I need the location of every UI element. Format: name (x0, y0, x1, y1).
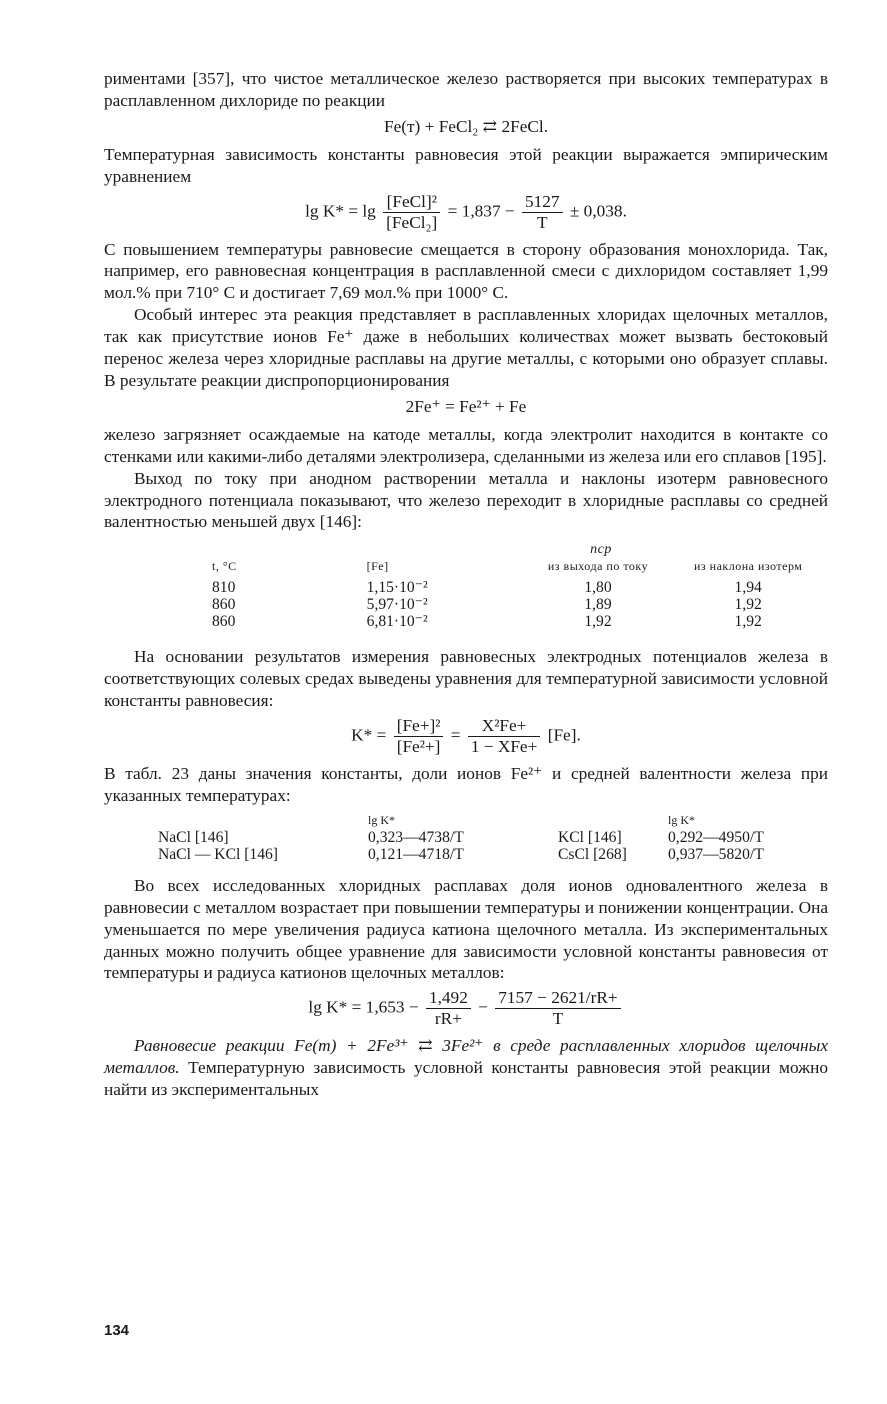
table-row (158, 829, 818, 846)
equation-4-fraction-2 (468, 716, 541, 757)
paragraph-10-italic: Равновесие реакции Fe(т) + 2Fe³⁺ ⇄ 3Fe²⁺ в среде расплавленных хлоридов щелочных металлов. (104, 1036, 828, 1078)
table-row (158, 846, 818, 863)
valence-table-header-isotherm: из наклона изотерм (693, 559, 803, 574)
valence-table-header-current: из выхода по току (547, 559, 649, 574)
table-cell: 0,937—5820/T (668, 845, 764, 863)
valence-table-header-t: t, °C (212, 559, 237, 574)
paragraph-3: С повышением температуры равновесие смещается в сторону образования монохлорида. Так, например, его равновесная концентрация в расплавленной смеси с дихлоридом составляет 1,99 мол.% при 710° С и достигает 7,69 мол.% при 1000° С. (104, 239, 828, 303)
paragraph-1: риментами [357], что чистое металлическое железо растворяется при высоких температурах в расплавленном дихлориде по реакции (104, 69, 828, 110)
table-cell: 1,89 (584, 596, 612, 614)
table-cell: 1,80 (584, 579, 612, 597)
table-cell: 5,97·10⁻² (366, 596, 428, 614)
page-body (104, 68, 828, 1101)
equation-4-denominator-2: 1 − XFe+ (470, 737, 538, 757)
valence-table (174, 543, 828, 630)
equation-4-left: K* = (351, 725, 387, 745)
paragraph-6: Выход по току при анодном растворении металла и наклоны изотерм равновесного электродного потенциала показывают, что железо переходит в хлоридные расплавы со средней валентностью меньшей двух [146]: (104, 468, 828, 532)
equation-5-left: lg K* = 1,653 − (308, 997, 419, 1017)
table-cell: 0,323—4738/T (368, 828, 464, 846)
table-cell: 810 (212, 579, 236, 597)
lgk-table-header-d: lg K* (668, 812, 695, 827)
equation-2-right: ± 0,038. (569, 201, 627, 220)
equation-2-fraction-1 (383, 192, 440, 233)
table-cell: NaCl — KCl [146] (158, 845, 278, 863)
equation-5-fraction-1 (426, 988, 471, 1029)
table-cell: CsCl [268] (558, 845, 627, 863)
equation-5-denominator-2: T (552, 1009, 564, 1029)
paragraph-4: Особый интерес эта реакция представляет в расплавленных хлоридах щелочных металлов, так как присутствие ионов Fe⁺ даже в небольших количествах может вызвать бестоковый перенос железа через хлоридные расплавы на другие металлы, с которыми оно образует сплавы. В результате реакции диспропорционирования (104, 305, 828, 390)
equation-2 (104, 192, 828, 233)
table-cell: 1,92 (734, 596, 762, 614)
lgk-table-header-a (158, 813, 338, 829)
valence-table-header-fe: [Fe] (366, 559, 389, 574)
equation-5 (104, 988, 828, 1029)
lgk-table-header-b: lg K* (368, 812, 395, 827)
table-cell: 1,15·10⁻² (366, 579, 428, 597)
equation-5-fraction-2 (495, 988, 620, 1029)
table-cell: 6,81·10⁻² (366, 613, 428, 631)
table-cell: 1,92 (734, 613, 762, 631)
table-cell: KCl [146] (558, 828, 622, 846)
table-row (174, 596, 828, 613)
equation-4-equals: = (450, 725, 461, 745)
equation-2-middle: = 1,837 − (447, 201, 515, 220)
equation-5-numerator-1: 1,492 (426, 988, 471, 1009)
table-row (174, 579, 828, 596)
table-cell: 1,92 (584, 613, 612, 631)
lgk-table (158, 813, 818, 863)
equation-5-denominator-1: rR+ (434, 1009, 462, 1029)
equation-5-numerator-2: 7157 − 2621/rR+ (495, 988, 620, 1009)
table-cell: 1,94 (734, 579, 762, 597)
equation-4-numerator-1: [Fe+]² (394, 716, 444, 737)
equation-1: Fe(т) + FeCl₂ ⇄ 2FeCl. (383, 116, 549, 136)
table-cell: 860 (212, 596, 236, 614)
paragraph-8: В табл. 23 даны значения константы, доли ионов Fe²⁺ и средней валентности железа при указанных температурах: (104, 764, 828, 805)
equation-2-denominator-2: T (536, 212, 548, 232)
table-row (174, 613, 828, 630)
paragraph-5: железо загрязняет осаждаемые на катоде металлы, когда электролит находится в контакте со стенками или какими-либо деталями электролизера, сделанными из железа или его сплавов [195]. (104, 424, 828, 466)
table-cell: NaCl [146] (158, 828, 229, 846)
paragraph-10 (104, 1035, 828, 1101)
paragraph-9: Во всех исследованных хлоридных расплавах доля ионов одновалентного железа в равновесии с металлом возрастает при повышении температуры и понижении концентрации. Она уменьшается по мере увеличения радиуса катиона щелочного металла. Из экспериментальных данных можно получить общее уравнение для зависимости условной константы равновесия от температуры и радиуса катионов щелочных металлов: (104, 875, 828, 983)
paragraph-2: Температурная зависимость константы равновесия этой реакции выражается эмпирическим уравнением (104, 144, 828, 186)
equation-4 (104, 716, 828, 757)
equation-4-right: [Fe]. (547, 725, 581, 745)
paragraph-10-text: Температурную зависимость условной константы равновесия этой реакции можно найти из экспериментальных (104, 1058, 828, 1100)
equation-4-fraction-1 (394, 716, 444, 757)
lgk-table-header-c (558, 813, 668, 829)
equation-2-fraction-2 (522, 192, 563, 233)
equation-5-minus: − (478, 997, 488, 1017)
equation-3: 2Fe⁺ = Fe²⁺ + Fe (405, 396, 527, 416)
table-cell: 860 (212, 613, 236, 631)
equation-2-numerator-1: [FeCl]² (383, 192, 440, 213)
table-cell: 0,121—4718/T (368, 845, 464, 863)
equation-2-denominator-1: [FeCl₂] (386, 212, 438, 232)
table-cell: 0,292—4950/T (668, 828, 764, 846)
valence-table-group-header: nср (590, 542, 612, 558)
equation-2-numerator-2: 5127 (522, 192, 563, 213)
equation-4-denominator-1: [Fe²+] (396, 737, 441, 757)
equation-4-numerator-2: X²Fe+ (468, 716, 541, 737)
paragraph-7: На основании результатов измерения равновесных электродных потенциалов железа в соответствующих солевых средах выведены уравнения для температурной зависимости условной константы равновесия: (104, 647, 828, 711)
equation-2-left: lg K* = lg (305, 201, 376, 220)
page-number: 134 (104, 1322, 130, 1339)
